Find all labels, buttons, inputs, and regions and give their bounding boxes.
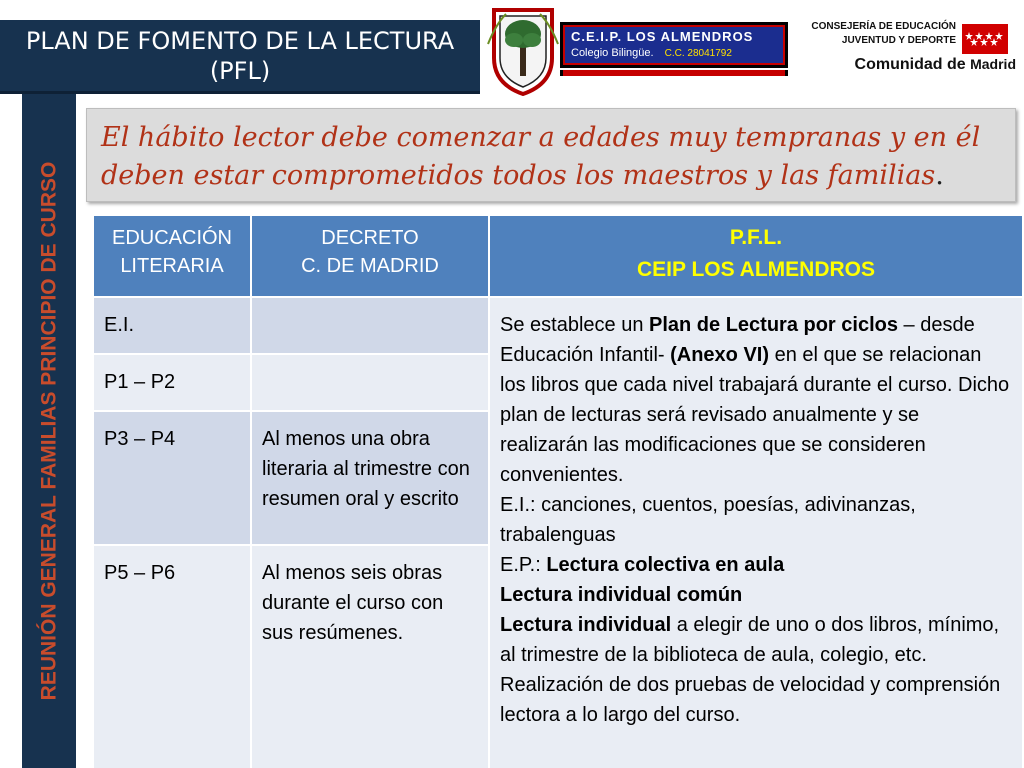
- quote-box: [86, 108, 1016, 202]
- quote-text: El hábito lector debe comenzar a edades muy tempranas y en él deben estar comprometidos todos los maestros y las familias: [101, 122, 981, 191]
- row-decree-ei: [251, 297, 489, 354]
- pfl-ei: E.I.: canciones, cuentos, poesías, adivinanzas, trabalenguas: [500, 494, 916, 546]
- consejeria-line1: CONSEJERÍA DE EDUCACIÓN: [811, 21, 956, 32]
- header-educacion-literaria: [93, 215, 251, 297]
- page-title: [0, 20, 480, 94]
- row-decree-p3p4: Al menos una obra literaria al trimestre con resumen oral y escrito: [251, 411, 489, 545]
- pfl-ep-b: Lectura colectiva en aula: [546, 554, 785, 576]
- row-level-ei: E.I.: [93, 297, 251, 354]
- comunidad-madrid: [855, 56, 1016, 74]
- header-col2-line1: DECRETO: [321, 227, 419, 249]
- pfl-final: Realización de dos pruebas de velocidad y comprensión lectora a lo largo del curso.: [500, 674, 1001, 726]
- pfl-p1b: Plan de Lectura por ciclos: [649, 314, 898, 336]
- school-name-plate: [560, 22, 788, 68]
- pfl-ep: [500, 550, 1012, 580]
- madrid-flag-icon: [962, 24, 1008, 54]
- school-code: C.C. 28041792: [664, 48, 732, 59]
- pfl-p1e: en el que se relacionan los libros que cada nivel trabajará durante el curso. Dicho plan de lecturas será revisado anualmente y se realizarán las modificaciones que se consideren convenientes.: [500, 344, 1010, 486]
- pfl-ind-comun: [500, 580, 1012, 610]
- row-decree-p1p2: [251, 354, 489, 411]
- side-vertical-title: [22, 94, 76, 768]
- pfl-p1a: Se establece un: [500, 314, 649, 336]
- comunidad-label: Comunidad de: [854, 56, 966, 73]
- consejeria-text: [811, 20, 956, 48]
- row-level-p3p4: P3 – P4: [93, 411, 251, 545]
- consejeria-logo: [800, 20, 1020, 80]
- quote-end: .: [935, 160, 944, 191]
- row-level-p5p6: P5 – P6: [93, 545, 251, 768]
- pfl-ind-c: a elegir de uno o dos libros, mínimo, al trimestre de la biblioteca de aula, colegio, etc.: [500, 614, 1000, 666]
- madrid-label: Madrid: [970, 56, 1016, 72]
- side-vertical-text: REUNIÓN GENERAL FAMILIAS PRINCIPIO DE CURSO: [37, 161, 61, 701]
- page-title-line2: (PFL): [209, 57, 271, 85]
- school-bilingual: Colegio Bilingüe.: [571, 47, 654, 59]
- page-title-line1: PLAN DE FOMENTO DE LA LECTURA: [25, 27, 455, 55]
- table-header-row: [93, 215, 1023, 297]
- row-level-p1p2: P1 – P2: [93, 354, 251, 411]
- pfl-ind: [500, 610, 1012, 670]
- reading-plan-table: [92, 214, 1024, 768]
- pfl-ind-b: Lectura individual: [500, 614, 672, 636]
- consejeria-line2: JUVENTUD Y DEPORTE: [841, 35, 956, 46]
- pfl-ep-a: E.P.:: [500, 554, 547, 576]
- table-row: [93, 297, 1023, 354]
- header-pfl: [489, 215, 1023, 297]
- pfl-description: [489, 297, 1023, 768]
- pfl-p1d: (Anexo VI): [670, 344, 770, 366]
- header-decreto: [251, 215, 489, 297]
- header-col1-line2: LITERARIA: [120, 255, 224, 277]
- header-col1-line1: EDUCACIÓN: [111, 227, 232, 249]
- header-col3-line2: CEIP LOS ALMENDROS: [636, 258, 876, 281]
- school-subtitle: [571, 47, 777, 59]
- plate-stripe: [560, 70, 788, 76]
- pfl-ind-comun-text: Lectura individual común: [500, 584, 743, 606]
- school-crest-icon: [486, 4, 560, 96]
- header-col3-line1: P.F.L.: [729, 226, 783, 249]
- row-decree-p5p6: Al menos seis obras durante el curso con sus resúmenes.: [251, 545, 489, 768]
- pfl-p1c: – desde Educación Infantil-: [500, 314, 975, 366]
- school-name: C.E.I.P. LOS ALMENDROS: [571, 29, 754, 44]
- header-col2-line2: C. DE MADRID: [301, 255, 439, 277]
